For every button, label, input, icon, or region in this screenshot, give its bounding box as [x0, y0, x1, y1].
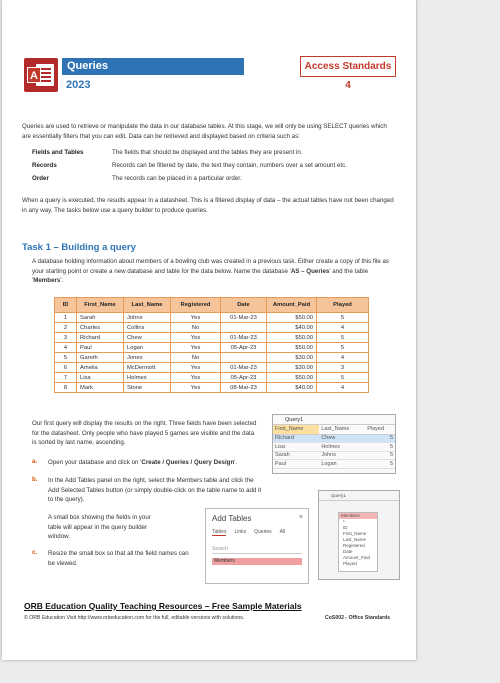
table-cell: 6: [55, 363, 77, 373]
table-cell: McDermott: [124, 363, 171, 373]
table-cell: $30.00: [267, 363, 317, 373]
table-cell: [221, 353, 267, 363]
table-cell: Charles: [77, 323, 124, 333]
table-cell: Yes: [171, 343, 221, 353]
table-cell: $40.00: [267, 323, 317, 333]
table-header-row: [55, 298, 369, 313]
table-row: [55, 383, 369, 393]
document-page: [2, 0, 416, 660]
result-row[interactable]: [273, 443, 395, 452]
small-box-text: A small box showing the fields in your table will appear in the query builder window.: [48, 514, 151, 540]
table-cell: Mark: [77, 383, 124, 393]
table-cell: 05-Apr-23: [221, 373, 267, 383]
step-marker: a.: [32, 458, 38, 465]
step-a-text: Open your database and click on 'Create / Queries / Query Design'.: [48, 459, 238, 466]
standards-badge: Access Standards 4: [300, 56, 396, 77]
query-builder-title: Query1: [319, 491, 399, 501]
col-first-name: First_Name: [77, 298, 124, 313]
add-tables-title: Add Tables: [212, 514, 252, 523]
table-cell: 08-Mar-23: [221, 383, 267, 393]
result-cell[interactable]: Lisa: [273, 443, 319, 452]
col-played: Played: [317, 298, 369, 313]
criteria-term: Order: [32, 175, 49, 182]
footer-title: ORB Education Quality Teaching Resources – Free Sample Materials: [24, 601, 302, 611]
col-last-name: Last_Name: [124, 298, 171, 313]
table-cell: 3: [317, 363, 369, 373]
result-col-first-name[interactable]: First_Name: [273, 425, 319, 434]
field-item[interactable]: *: [343, 519, 345, 524]
tab-links[interactable]: Links: [234, 529, 247, 535]
table-cell: Chew: [124, 333, 171, 343]
table-cell: Paul: [77, 343, 124, 353]
query-window-title: Query1: [273, 415, 395, 425]
table-row: [55, 313, 369, 323]
criteria-def: The fields that should be displayed and the tables they are present in.: [112, 149, 303, 156]
query-result-window: [272, 414, 396, 474]
col-registered: Registered: [171, 298, 221, 313]
result-cell[interactable]: Holmes: [319, 443, 365, 452]
add-tables-panel: [205, 508, 309, 584]
col-date: Date: [221, 298, 267, 313]
result-cell[interactable]: 5: [365, 460, 395, 469]
table-row: [55, 323, 369, 333]
table-cell: Yes: [171, 363, 221, 373]
result-row[interactable]: [273, 434, 395, 443]
result-row[interactable]: [273, 460, 395, 469]
task-intro: A database holding information about members of a bowling club was created in a previous task. Either create a copy of this file as your starting point or create a new database and table for the data below. Name the database 'AS – Queries' and the table 'Members'.: [32, 258, 390, 284]
step-c-text: Resize the small box so that all the field names can be viewed.: [48, 550, 189, 567]
result-cell[interactable]: 5: [365, 443, 395, 452]
tab-queries[interactable]: Queries: [254, 529, 272, 535]
intro-paragraph: Queries are used to retrieve or manipulate the data in our database tables. At this stage, we will only be using SELECT queries which are essentially filters that you can edit. Data can be retrieved and displayed based on criteria such as:: [22, 123, 387, 140]
table-cell: Collins: [124, 323, 171, 333]
step-b-text: In the Add Tables panel on the right, select the Members table and click the Add Selected Tables button (or simply double-click on the table name to add it to the query).: [48, 477, 262, 503]
query-result-table: [273, 425, 395, 469]
table-cell: $50.00: [267, 373, 317, 383]
table-cell: 8: [55, 383, 77, 393]
table-cell: Yes: [171, 383, 221, 393]
members-table: [54, 297, 369, 393]
table-cell: 1: [55, 313, 77, 323]
table-cell: 01-Mar-23: [221, 333, 267, 343]
result-cell[interactable]: Richard: [273, 434, 319, 443]
field-item[interactable]: Amount_Paid: [343, 555, 371, 560]
executed-paragraph: When a query is executed, the results appear in a datasheet. This is a filtered display of data – the actual tables have not been changed in any way. The tasks below use a query builder to produce queries.: [22, 197, 394, 214]
result-cell[interactable]: 5: [365, 434, 395, 443]
footer-code: CoS002 - Office Standards: [325, 615, 391, 621]
step-marker: c.: [32, 549, 38, 556]
search-input[interactable]: Search: [212, 546, 302, 554]
table-cell: Yes: [171, 313, 221, 323]
criteria-term: Fields and Tables: [32, 149, 84, 156]
result-col-played[interactable]: Played: [365, 425, 395, 434]
first-query-paragraph: Our first query will display the results on the right. Three fields have been selected for the datasheet. Only people who have played 5 games are visible and the data is sorted by last name, ascending.: [32, 420, 257, 446]
result-cell[interactable]: Johns: [319, 451, 365, 460]
table-row: [55, 333, 369, 343]
table-cell: $50.00: [267, 333, 317, 343]
field-item[interactable]: Registered: [343, 543, 365, 548]
table-cell: 5: [55, 353, 77, 363]
table-cell: 5: [317, 313, 369, 323]
table-row: [55, 343, 369, 353]
table-cell: Stone: [124, 383, 171, 393]
table-cell: Sarah: [77, 313, 124, 323]
table-cell: No: [171, 353, 221, 363]
query-builder-window: [318, 490, 400, 580]
tab-all[interactable]: All: [279, 529, 286, 535]
table-cell: 4: [317, 383, 369, 393]
criteria-def: Records can be filtered by date, the text they contain, numbers over a set amount etc.: [112, 162, 347, 169]
access-logo-icon: A: [24, 58, 58, 92]
table-cell: $50.00: [267, 313, 317, 323]
table-cell: Yes: [171, 333, 221, 343]
table-cell: $40.00: [267, 383, 317, 393]
table-cell: 5: [317, 373, 369, 383]
page-title: Queries: [62, 58, 244, 75]
task-heading: Task 1 – Building a query: [22, 242, 136, 253]
field-item[interactable]: Last_Name: [343, 537, 367, 542]
field-item[interactable]: Played: [343, 561, 357, 566]
result-col-last-name[interactable]: Last_Name: [319, 425, 365, 434]
field-item[interactable]: ID: [343, 525, 348, 530]
result-cell[interactable]: Chew: [319, 434, 365, 443]
table-cell: Jones: [124, 353, 171, 363]
table-cell: 5: [317, 343, 369, 353]
result-cell[interactable]: 5: [365, 451, 395, 460]
table-cell: Yes: [171, 373, 221, 383]
col-id: ID: [55, 298, 77, 313]
result-row[interactable]: [273, 451, 395, 460]
table-cell: No: [171, 323, 221, 333]
table-row: [55, 363, 369, 373]
table-cell: 2: [55, 323, 77, 333]
table-cell: Johns: [124, 313, 171, 323]
table-cell: $50.00: [267, 343, 317, 353]
table-cell: Amelia: [77, 363, 124, 373]
table-cell: 05-Apr-23: [221, 343, 267, 353]
members-field-box[interactable]: [338, 512, 378, 572]
step-marker: b.: [32, 476, 38, 483]
table-cell: 01-Mar-23: [221, 313, 267, 323]
table-cell: 4: [55, 343, 77, 353]
table-cell: [221, 323, 267, 333]
col-amount-paid: Amount_Paid: [267, 298, 317, 313]
tab-tables[interactable]: Tables: [212, 529, 227, 535]
table-cell: Holmes: [124, 373, 171, 383]
table-cell: 4: [317, 353, 369, 363]
field-box-title: Members: [339, 513, 377, 519]
result-cell[interactable]: Sarah: [273, 451, 319, 460]
table-cell: Gareth: [77, 353, 124, 363]
table-row: [55, 353, 369, 363]
table-cell: 3: [55, 333, 77, 343]
table-row: [55, 373, 369, 383]
field-item[interactable]: Date: [343, 549, 353, 554]
table-cell: Richard: [77, 333, 124, 343]
table-cell: Logan: [124, 343, 171, 353]
field-item[interactable]: First_Name: [343, 531, 367, 536]
result-cell[interactable]: Logan: [319, 460, 365, 469]
criteria-term: Records: [32, 162, 57, 169]
page-year: 2023: [66, 79, 91, 91]
close-icon[interactable]: ×: [298, 514, 303, 521]
table-cell: 5: [317, 333, 369, 343]
footer-copyright: © ORB Education Visit http://www.orbeducation.com for the full, editable versions with solutions.: [24, 615, 245, 621]
table-cell: $30.00: [267, 353, 317, 363]
table-cell: 7: [55, 373, 77, 383]
table-cell: 4: [317, 323, 369, 333]
table-cell: Lisa: [77, 373, 124, 383]
table-cell: 01-Mar-23: [221, 363, 267, 373]
criteria-def: The records can be placed in a particular order.: [112, 175, 242, 182]
result-cell[interactable]: Paul: [273, 460, 319, 469]
table-list-item-members[interactable]: Members: [212, 558, 302, 565]
